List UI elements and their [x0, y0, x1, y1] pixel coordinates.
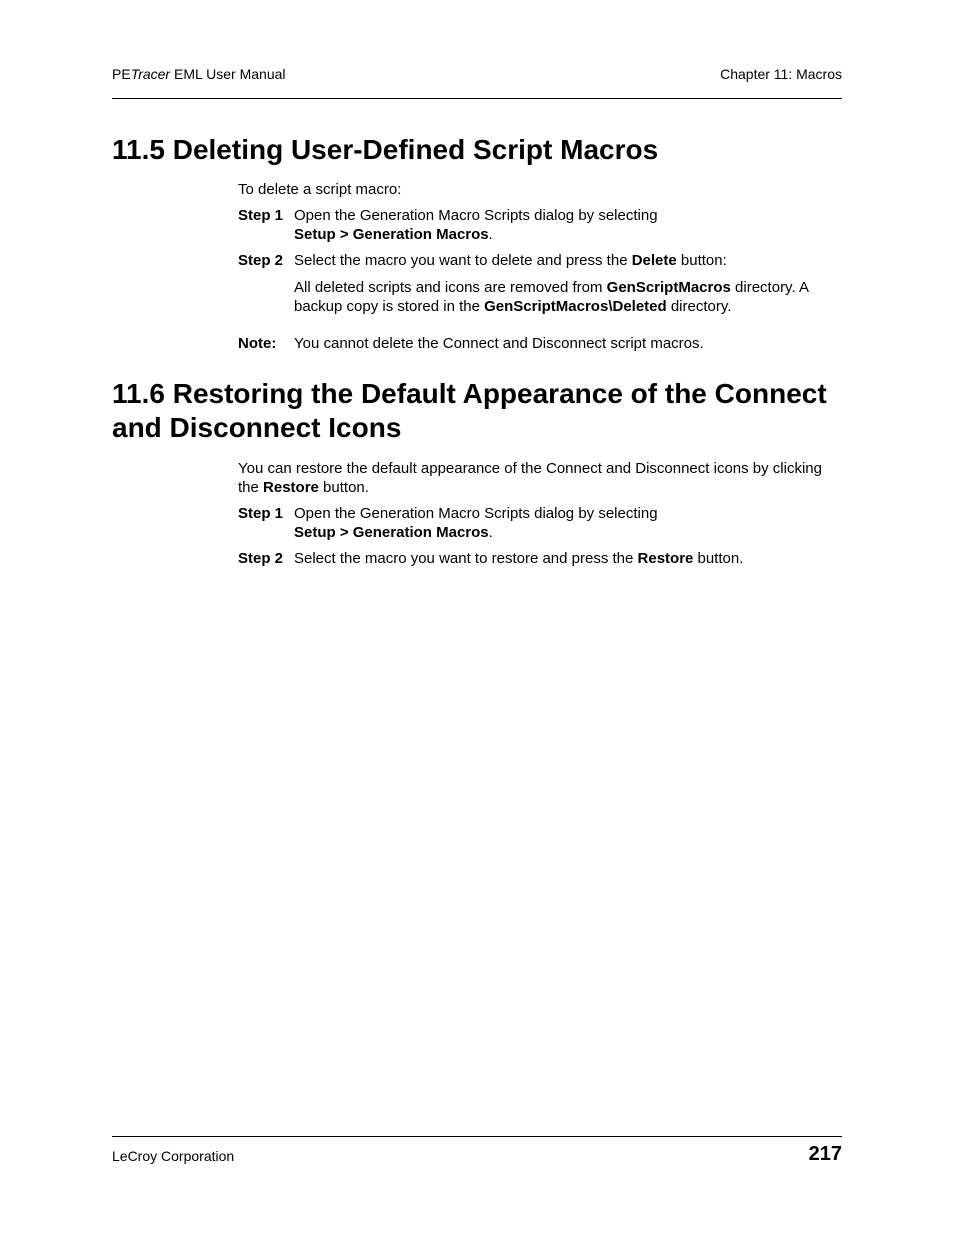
step-2-label: Step 2 [238, 252, 284, 269]
page-number: 217 [808, 1143, 842, 1165]
section-11-5-intro: To delete a script macro: [238, 181, 402, 198]
menu-path: Setup > Generation Macros [294, 524, 489, 541]
section-11-5-heading: 11.5 Deleting User-Defined Script Macros [112, 134, 659, 165]
manual-title: PETracer EML User Manual [112, 66, 286, 82]
step-2-detail: All deleted scripts and icons are removed from GenScriptMacros directory. A backup copy is stored in the GenScriptMacros\Deleted directory. [294, 279, 809, 315]
step-1-text: Open the Generation Macro Scripts dialog by selecting Setup > Generation Macros. [294, 207, 658, 243]
header-rule [112, 98, 842, 99]
menu-path: Setup > Generation Macros [294, 226, 489, 243]
note-text: You cannot delete the Connect and Disconnect script macros. [294, 335, 704, 352]
page-header [112, 66, 842, 86]
step-1-text: Open the Generation Macro Scripts dialog by selecting Setup > Generation Macros. [294, 505, 658, 541]
footer-rule [112, 1136, 842, 1137]
step-1-label: Step 1 [238, 505, 284, 522]
note-label: Note: [238, 335, 277, 352]
section-11-6-heading: 11.6 Restoring the Default Appearance of the Connect and Disconnect Icons [112, 378, 827, 443]
company-name: LeCroy Corporation [112, 1148, 235, 1164]
section-11-6-intro: You can restore the default appearance of the Connect and Disconnect icons by clicking the Restore button. [238, 460, 822, 496]
step-2-text: Select the macro you want to delete and press the Delete button: [294, 252, 727, 269]
step-2-text: Select the macro you want to restore and press the Restore button. [294, 550, 744, 567]
chapter-title: Chapter 11: Macros [720, 66, 842, 82]
step-1-label: Step 1 [238, 207, 284, 224]
step-2-label: Step 2 [238, 550, 284, 567]
